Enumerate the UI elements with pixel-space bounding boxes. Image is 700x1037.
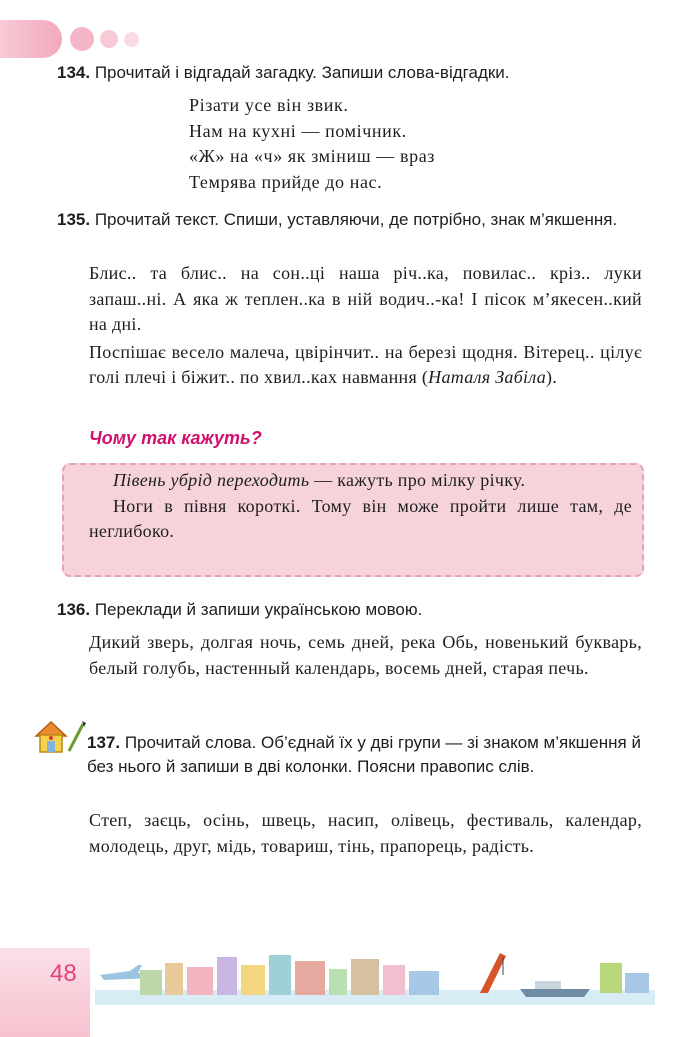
idiom-text — [89, 468, 632, 545]
poem-line: Різати усе він звик. — [189, 95, 349, 115]
task-text: Переклади й запиши українською мовою. — [94, 600, 423, 619]
task-number: 134. — [57, 63, 91, 82]
task-134-instruction — [57, 61, 643, 85]
task-number: 136. — [57, 600, 91, 619]
decor-dot — [70, 27, 94, 51]
decor-dot — [100, 30, 118, 48]
author-name: Наталя Забіла — [428, 367, 547, 387]
task-text: Прочитай і відгадай загадку. Запиши слова-відгадки. — [94, 63, 510, 82]
task-number: 137. — [87, 733, 121, 752]
task-137-text: Степ, заєць, осінь, швець, насип, олівець, фестиваль, календар, молодець, друг, мідь, товариш, тінь, прапорець, радість. — [89, 810, 642, 856]
decor-bar — [0, 20, 62, 58]
paragraph: Ноги в півня короткі. Тому він може пройти лише там, де неглибоко. — [89, 495, 632, 541]
why-heading: Чому так кажуть? — [89, 428, 262, 448]
city-illustration — [95, 945, 655, 1005]
paragraph: Поспішає весело малеча, цвірінчит.. на березі щодня. Вітерец.. цілує голі плечі і біжит.. по хвил..ках навмання (Наталя Забіла). — [89, 341, 642, 387]
task-136-instruction — [57, 598, 643, 622]
decor-dot — [124, 32, 139, 47]
task-number: 135. — [57, 210, 91, 229]
paragraph: Блис.. та блис.. на сон..ці наша річ..ка, повилас.. кріз.. луки запаш..ні. А яка ж теплен..ка в ній водич..-ка! І пісок м’якесен..кий на дні. — [89, 263, 642, 334]
task-136-text: Дикий зверь, долгая ночь, семь дней, река Обь, новенький букварь, белый голубь, настенный календарь, восемь дней, старая печь. — [89, 632, 642, 678]
task-137-instruction — [87, 731, 645, 779]
idiom-phrase: Півень убрід переходить — [113, 470, 310, 490]
task-text: Прочитай слова. Об’єднай їх у дві групи — зі знаком м’якшення й без нього й запиши в дві колонки. Поясни правопис слів. — [87, 733, 641, 776]
paragraph: Півень убрід переходить — кажуть про мілку річку. — [113, 470, 526, 490]
page-number: 48 — [50, 960, 77, 987]
homework-house-icon — [33, 718, 87, 756]
poem-line: Темрява прийде до нас. — [189, 171, 383, 192]
task-135-text — [89, 261, 642, 391]
poem-line: Нам на кухні — помічник. — [189, 120, 407, 141]
task-text: Прочитай текст. Спиши, уставляючи, де потрібно, знак м’якшення. — [94, 210, 618, 229]
riddle-poem — [189, 93, 435, 195]
poem-line: «Ж» на «ч» як зміниш — враз — [189, 146, 435, 166]
task-135-instruction — [57, 208, 643, 232]
